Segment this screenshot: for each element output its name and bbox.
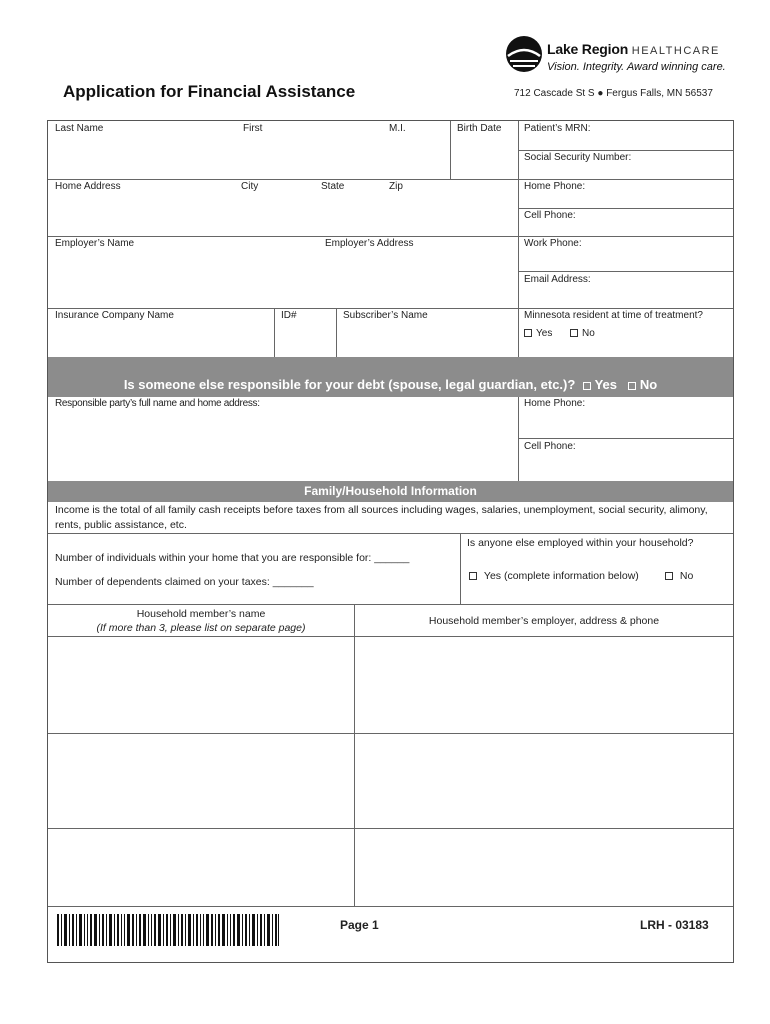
checkbox-icon[interactable] bbox=[524, 329, 532, 337]
income-definition: Income is the total of all family cash receipts before taxes from all sources including wages, salaries, unemployment, social security, alimony, rents, public assistance, etc. bbox=[55, 504, 708, 531]
divider bbox=[48, 733, 733, 734]
lake-region-logo bbox=[505, 34, 730, 84]
checkbox-icon[interactable] bbox=[665, 572, 673, 580]
city-label: City bbox=[241, 181, 259, 192]
state-label: State bbox=[321, 181, 345, 192]
divider bbox=[354, 604, 355, 906]
household-employed-yes[interactable]: Yes (complete information below) bbox=[469, 570, 639, 582]
first-name-label: First bbox=[243, 123, 263, 134]
responsible-yes[interactable]: Yes bbox=[579, 377, 617, 392]
zip-label: Zip bbox=[389, 181, 403, 192]
form-code: LRH - 03183 bbox=[640, 918, 709, 932]
divider bbox=[48, 533, 733, 534]
member-employer-header: Household member’s employer, address & phone bbox=[428, 615, 660, 627]
clinic-address: 712 Cascade St S ● Fergus Falls, MN 56537 bbox=[514, 88, 713, 99]
divider bbox=[518, 150, 733, 151]
divider bbox=[48, 906, 733, 907]
responsible-cell-phone-label: Cell Phone: bbox=[524, 441, 576, 452]
employer-name-label: Employer’s Name bbox=[55, 238, 135, 249]
member-name-header bbox=[48, 607, 354, 635]
responsible-party-band bbox=[48, 357, 733, 397]
responsible-home-phone-label: Home Phone: bbox=[524, 398, 586, 409]
responsible-question: Is someone else responsible for your debt (spouse, legal guardian, etc.)? bbox=[123, 377, 576, 392]
mrn-label: Patient’s MRN: bbox=[524, 123, 591, 134]
logo-mark-icon bbox=[505, 34, 543, 74]
ssn-label: Social Security Number: bbox=[524, 152, 632, 163]
divider bbox=[518, 121, 519, 357]
checkbox-icon[interactable] bbox=[628, 382, 636, 390]
mn-resident-no[interactable]: No bbox=[570, 328, 595, 339]
household-employed-no[interactable]: No bbox=[665, 570, 693, 582]
page-title: Application for Financial Assistance bbox=[63, 82, 356, 101]
divider bbox=[336, 308, 337, 357]
checkbox-icon[interactable] bbox=[583, 382, 591, 390]
last-name-label: Last Name bbox=[55, 123, 104, 134]
mn-resident-label: Minnesota resident at time of treatment? bbox=[524, 310, 703, 321]
employer-address-label: Employer’s Address bbox=[325, 238, 414, 249]
individuals-count-label: Number of individuals within your home that you are responsible for: ______ bbox=[55, 552, 410, 564]
work-phone-label: Work Phone: bbox=[524, 238, 582, 249]
mn-resident-yes[interactable]: Yes bbox=[524, 328, 552, 339]
insurance-label: Insurance Company Name bbox=[55, 310, 174, 321]
dependents-count-label: Number of dependents claimed on your taxes: _______ bbox=[55, 576, 314, 588]
page-number: Page 1 bbox=[340, 918, 379, 932]
divider bbox=[518, 397, 519, 481]
divider bbox=[48, 828, 733, 829]
checkbox-icon[interactable] bbox=[570, 329, 578, 337]
logo-name: Lake Region HEALTHCARE bbox=[547, 41, 720, 57]
email-label: Email Address: bbox=[524, 274, 591, 285]
barcode-icon bbox=[57, 914, 279, 946]
member-name-heading: Household member’s name bbox=[136, 608, 266, 620]
responsible-party-label: Responsible party’s full name and home address: bbox=[55, 398, 260, 409]
home-phone-label: Home Phone: bbox=[524, 181, 586, 192]
logo-healthcare: HEALTHCARE bbox=[631, 45, 720, 57]
subscriber-label: Subscriber’s Name bbox=[343, 310, 428, 321]
divider bbox=[48, 179, 733, 180]
divider bbox=[518, 438, 733, 439]
divider bbox=[48, 636, 733, 637]
divider bbox=[48, 236, 733, 237]
barcode bbox=[57, 914, 279, 946]
family-household-heading: Family/Household Information bbox=[304, 484, 477, 498]
insurance-id-label: ID# bbox=[281, 310, 297, 321]
divider bbox=[274, 308, 275, 357]
divider bbox=[518, 271, 733, 272]
birth-date-label: Birth Date bbox=[457, 123, 502, 134]
member-name-note: (If more than 3, please list on separate page) bbox=[96, 622, 306, 634]
divider bbox=[460, 533, 461, 604]
cell-phone-label: Cell Phone: bbox=[524, 210, 576, 221]
home-address-label: Home Address bbox=[55, 181, 121, 192]
middle-initial-label: M.I. bbox=[389, 123, 406, 134]
responsible-no[interactable]: No bbox=[621, 377, 658, 392]
checkbox-icon[interactable] bbox=[469, 572, 477, 580]
family-household-band bbox=[48, 481, 733, 502]
divider bbox=[48, 604, 733, 605]
divider bbox=[518, 208, 733, 209]
household-employed-question: Is anyone else employed within your household? bbox=[467, 537, 694, 549]
divider bbox=[48, 308, 733, 309]
divider bbox=[450, 121, 451, 179]
logo-tagline: Vision. Integrity. Award winning care. bbox=[547, 61, 726, 73]
